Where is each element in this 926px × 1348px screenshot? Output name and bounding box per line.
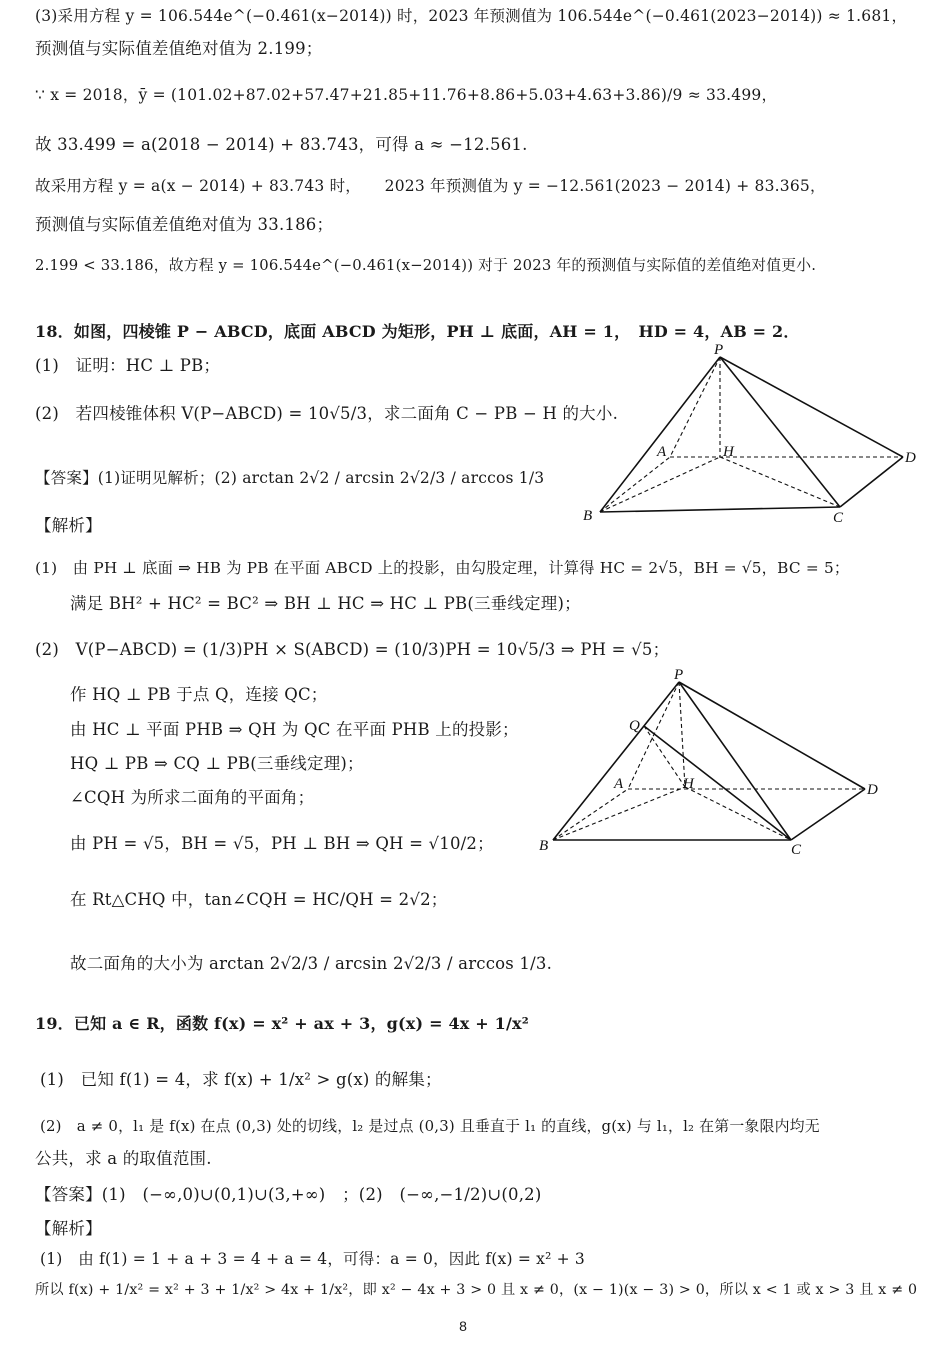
answer-line: 【答案】(1)证明见解析；(2) arctan 2√2 / arcsin 2√2/3 / arccos 1/3	[35, 469, 545, 487]
text-line: 预测值与实际值差值绝对值为 2.199；	[35, 39, 323, 58]
text-line: 作 HQ ⊥ PB 于点 Q，连接 QC；	[70, 685, 328, 704]
vertex-label-c: C	[791, 842, 802, 858]
vertex-label-a: A	[657, 444, 667, 460]
vertex-label-b: B	[583, 508, 593, 524]
vertex-label-a: A	[614, 776, 624, 792]
pyramid-figure-1	[578, 340, 918, 525]
vertex-label-d: D	[905, 450, 916, 466]
text-line: 满足 BH² + HC² = BC² ⇒ BH ⊥ HC ⇒ HC ⊥ PB(三垂线定理)；	[70, 594, 581, 613]
text-line: (1) 已知 f(1) = 4，求 f(x) + 1/x² > g(x) 的解集；	[40, 1070, 442, 1089]
text-line: 故 33.499 = a(2018 − 2014) + 83.743，可得 a ≈ −12.561.	[35, 135, 528, 154]
text-line: 公共，求 a 的取值范围.	[35, 1149, 212, 1168]
text-line: (1) 由 PH ⊥ 底面 ⇒ HB 为 PB 在平面 ABCD 上的投影，由勾股定理，计算得 HC = 2√5，BH = √5，BC = 5；	[35, 559, 850, 577]
vertex-label-p: P	[714, 342, 724, 358]
question-18-stem: 18．如图，四棱锥 P − ABCD，底面 ABCD 为矩形，PH ⊥ 底面，AH = 1， HD = 4，AB = 2．	[35, 322, 800, 341]
vertex-label-q: Q	[629, 718, 640, 734]
vertex-label-b: B	[539, 838, 549, 854]
text-line: (2) V(P−ABCD) = (1/3)PH × S(ABCD) = (10/3)PH = 10√5/3 ⇒ PH = √5；	[35, 640, 670, 659]
text-line: 故二面角的大小为 arctan 2√2/3 / arcsin 2√2/3 / arccos 1/3.	[70, 954, 553, 973]
text-line: (2) a ≠ 0，l₁ 是 f(x) 在点 (0,3) 处的切线，l₂ 是过点 (0,3) 且垂直于 l₁ 的直线，g(x) 与 l₁，l₂ 在第一象限内均无	[40, 1117, 820, 1135]
pyramid-figure-2	[533, 668, 893, 858]
text-line: (3)采用方程 y = 106.544e^(−0.461(x−2014)) 时，2023 年预测值为 106.544e^(−0.461(2023−2014)) ≈ 1.681，	[35, 7, 908, 25]
text-line: (1) 证明：HC ⊥ PB；	[35, 356, 221, 375]
text-line: 所以 f(x) + 1/x² = x² + 3 + 1/x² > 4x + 1/x²，即 x² − 4x + 3 > 0 且 x ≠ 0，(x − 1)(x − 3) > 0，所以 x < 1 或 x > 3 且 x ≠ 0	[35, 1282, 918, 1298]
text-line: 在 Rt△CHQ 中，tan∠CQH = HC/QH = 2√2；	[70, 890, 448, 909]
text-line: 预测值与实际值差值绝对值为 33.186；	[35, 215, 334, 234]
vertex-label-h: H	[683, 776, 694, 792]
text-line: HQ ⊥ PB ⇒ CQ ⊥ PB(三垂线定理)；	[70, 754, 364, 773]
text-line: (2) 若四棱锥体积 V(P−ABCD) = 10√5/3，求二面角 C − PB − H 的大小.	[35, 404, 619, 423]
text-line: 故采用方程 y = a(x − 2014) + 83.743 时， 2023 年预测值为 y = −12.561(2023 − 2014) + 83.365，	[35, 177, 826, 195]
question-19-stem: 19．已知 a ∈ R，函数 f(x) = x² + ax + 3，g(x) = 4x + 1/x²	[35, 1014, 530, 1033]
vertex-label-d: D	[867, 782, 878, 798]
vertex-label-p: P	[674, 668, 684, 683]
vertex-label-c: C	[833, 510, 844, 525]
text-line: ∵ x = 2018，ȳ = (101.02+87.02+57.47+21.85+11.76+8.86+5.03+4.63+3.86)/9 ≈ 33.499，	[35, 86, 778, 104]
text-line: 2.199 < 33.186，故方程 y = 106.544e^(−0.461(x−2014)) 对于 2023 年的预测值与实际值的差值绝对值更小.	[35, 257, 817, 274]
page-number: 8	[459, 1318, 467, 1334]
text-line: ∠CQH 为所求二面角的平面角；	[70, 788, 315, 807]
analysis-heading: 【解析】	[35, 1219, 102, 1238]
analysis-heading: 【解析】	[35, 516, 102, 535]
vertex-label-h: H	[723, 444, 734, 460]
answer-line: 【答案】(1) (−∞,0)∪(0,1)∪(3,+∞) ；(2) (−∞,−1/2)∪(0,2)	[35, 1185, 542, 1204]
text-line: 由 HC ⊥ 平面 PHB ⇒ QH 为 QC 在平面 PHB 上的投影；	[70, 720, 519, 739]
text-line: 由 PH = √5，BH = √5，PH ⊥ BH ⇒ QH = √10/2；	[70, 834, 494, 853]
text-line: (1) 由 f(1) = 1 + a + 3 = 4 + a = 4，可得：a = 0，因此 f(x) = x² + 3	[40, 1250, 585, 1268]
